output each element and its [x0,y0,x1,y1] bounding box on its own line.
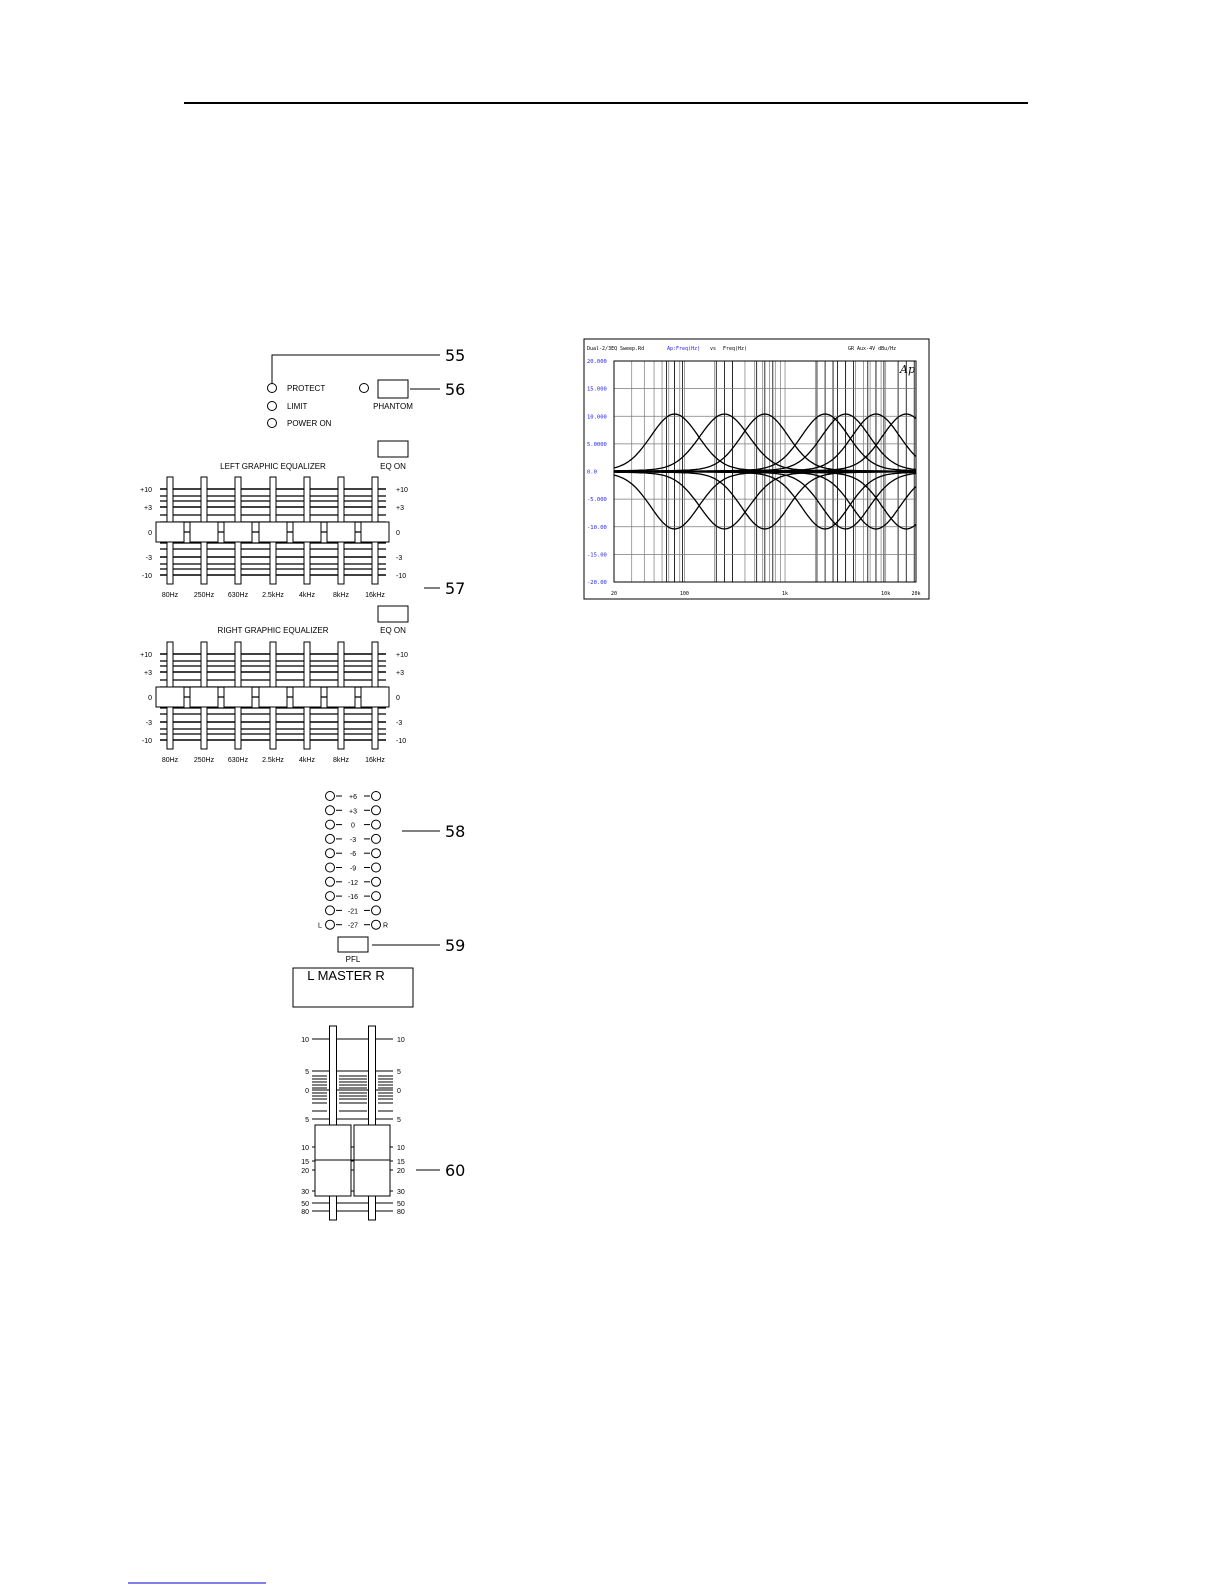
master-scale-label-left: 5 [305,1069,309,1076]
meter-led-right [372,877,381,886]
right-eq-slider-knob-16khz[interactable] [361,687,389,707]
chart-y-tick-label: 15.000 [587,386,607,393]
left-eq-scale-label-left: 0 [148,530,152,537]
right-eq-slider-knob-2-5khz[interactable] [259,687,287,707]
eq-response-chart [584,339,929,599]
left-eq-slider-knob-2-5khz[interactable] [259,522,287,542]
callout-59: 59 [445,936,466,955]
right-eq-scale-label-left: 0 [148,695,152,702]
callout-56: 56 [445,380,466,399]
meter-led-right [372,892,381,901]
left-eq-scale-label-right: +10 [396,487,408,494]
master-scale-label-left: 80 [301,1209,309,1216]
right-eq-band-label: 4kHz [299,757,315,764]
meter-led-left [326,834,335,843]
pfl-label: PFL [345,955,361,964]
chart-x-tick-label: 20k [911,591,921,597]
chart-x-tick-label: 20 [610,591,618,597]
right-eq-band-label: 2.5kHz [262,757,284,764]
master-scale-label-right: 0 [397,1088,401,1095]
meter-led-right [372,792,381,801]
callout-55-line [272,355,440,383]
master-scale-label-left: 5 [305,1117,309,1124]
right-eq-band-label: 80Hz [161,757,179,764]
chart-header-0: Dual-2/3EQ [587,346,618,352]
callout-58: 58 [445,822,466,841]
master-scale-label-left: 15 [301,1159,309,1166]
left-eq-band-label: 250Hz [193,592,215,599]
meter-level-label: -21 [347,908,359,916]
chart-header-3: vs [710,346,717,352]
left-eq-slider-knob-630hz[interactable] [224,522,252,542]
left-eq-scale-label-left: +3 [144,505,152,512]
meter-led-left [326,863,335,872]
master-scale-label-right: 80 [397,1209,405,1216]
meter-level-label: 0 [351,822,355,830]
power-on-label: POWER ON [287,419,332,428]
left-eq-title: LEFT GRAPHIC EQUALIZER [220,462,326,471]
chart-header-1: Sweep.Rd [620,346,645,352]
callout-57: 57 [445,579,466,598]
meter-led-left [326,906,335,915]
meter-level-label: -27 [347,922,359,930]
left-eq-on-button[interactable] [378,441,408,457]
meter-led-right [372,820,381,829]
chart-y-tick-label: -20.00 [587,580,607,586]
meter-led-right [372,863,381,872]
master-scale-label-left: 0 [305,1088,309,1095]
left-eq-scale-label-right: -3 [396,555,403,562]
phantom-led [360,384,369,393]
left-eq-scale-label-right: +3 [396,505,404,512]
master-section [293,968,465,1220]
master-scale-label-right: 5 [397,1069,401,1076]
chart-x-tick-label: 100 [679,591,689,597]
left-eq-band-label: 16kHz [365,592,385,599]
callout-55: 55 [445,346,466,365]
meter-led-left [326,920,335,929]
meter-led-left [326,820,335,829]
meter-led-left [326,892,335,901]
left-graphic-equalizer [140,441,408,599]
left-eq-band-label: 2.5kHz [262,592,284,599]
right-eq-scale-label-right: -10 [396,738,407,745]
right-eq-slider-knob-8khz[interactable] [327,687,355,707]
meter-right-label: R [383,922,389,930]
master-scale-label-left: 20 [301,1168,309,1175]
right-eq-title: RIGHT GRAPHIC EQUALIZER [217,626,329,635]
meter-led-right [372,806,381,815]
left-eq-scale-label-left: -10 [141,573,152,580]
protect-label: PROTECT [287,384,326,393]
protect-led [268,384,277,393]
right-eq-band-label: 250Hz [193,757,215,764]
master-scale-label-right: 30 [397,1189,405,1196]
right-eq-scale-label-right: +3 [396,670,404,677]
master-scale-label-right: 20 [397,1168,405,1175]
left-eq-band-label: 80Hz [161,592,179,599]
left-eq-band-label: 4kHz [299,592,315,599]
chart-header-2: Ap:Freq(Hz) [667,346,701,352]
phantom-section [360,380,466,411]
phantom-button[interactable] [378,380,408,398]
meter-level-label: +6 [349,794,357,801]
pfl-button[interactable] [338,937,368,952]
left-eq-scale-label-right: -10 [396,573,407,580]
chart-x-tick-label: 10k [881,591,891,597]
left-eq-slider-knob-80hz[interactable] [156,522,184,542]
chart-y-tick-label: 0.0 [587,469,597,476]
left-eq-scale-label-right: 0 [396,530,400,537]
pfl-section [338,936,465,964]
left-eq-slider-knob-4khz[interactable] [293,522,321,542]
right-eq-slider-knob-4khz[interactable] [293,687,321,707]
right-eq-scale-label-left: +3 [144,670,152,677]
master-scale-label-left: 50 [301,1201,309,1208]
meter-level-label: -9 [349,865,357,873]
meter-led-left [326,792,335,801]
chart-y-tick-label: -5.000 [587,497,607,504]
right-eq-scale-label-left: -3 [145,720,152,727]
master-scale-label-right: 15 [397,1159,405,1166]
master-scale-label-right: 5 [397,1117,401,1124]
chart-y-tick-label: -15.00 [587,552,607,559]
chart-logo: Ap [900,363,915,376]
right-eq-slider-knob-630hz[interactable] [224,687,252,707]
chart-y-tick-label: 10.000 [587,414,607,421]
left-eq-band-label: 630Hz [227,592,249,599]
right-eq-slider-knob-80hz[interactable] [156,687,184,707]
right-eq-scale-label-right: +10 [396,652,408,659]
chart-y-tick-label: -10.00 [587,524,607,531]
right-eq-scale-label-left: -10 [141,738,152,745]
right-eq-on-label: EQ ON [380,626,406,635]
limit-label: LIMIT [287,402,308,411]
chart-x-tick-label: 1k [782,591,789,597]
left-eq-scale-label-left: -3 [145,555,152,562]
right-graphic-equalizer [140,606,408,764]
meter-led-right [372,920,381,929]
level-meter [318,792,388,930]
master-title: L MASTER R [307,968,385,983]
chart-header-4: Freq(Hz) [723,346,748,352]
meter-level-label: -12 [347,879,359,887]
meter-level-label: -6 [349,851,357,859]
right-eq-slider-knob-250hz[interactable] [190,687,218,707]
master-scale-label-right: 10 [397,1145,405,1152]
left-eq-slider-knob-8khz[interactable] [327,522,355,542]
left-eq-scale-label-left: +10 [140,487,152,494]
right-eq-band-label: 8kHz [333,757,349,764]
right-eq-band-label: 630Hz [227,757,249,764]
meter-led-right [372,834,381,843]
meter-led-left [326,877,335,886]
chart-y-tick-label: 20.000 [587,359,607,365]
meter-led-right [372,906,381,915]
meter-level-label: +3 [349,808,357,816]
meter-led-left [326,806,335,815]
meter-level-label: -16 [347,894,359,902]
right-eq-scale-label-right: 0 [396,695,400,702]
left-eq-slider-knob-250hz[interactable] [190,522,218,542]
right-eq-scale-label-right: -3 [396,720,403,727]
meter-led-right [372,849,381,858]
power-on-led [268,419,277,428]
master-scale-label-right: 50 [397,1201,405,1208]
phantom-label: PHANTOM [373,402,413,411]
master-scale-label-left: 10 [301,1145,309,1152]
limit-led [268,402,277,411]
chart-y-tick-label: 5.0000 [587,441,607,448]
left-eq-slider-knob-16khz[interactable] [361,522,389,542]
master-scale-label-left: 30 [301,1189,309,1196]
left-eq-band-label: 8kHz [333,592,349,599]
master-scale-label-right: 10 [397,1037,405,1044]
meter-led-left [326,849,335,858]
right-eq-on-button[interactable] [378,606,408,622]
meter-level-label: -3 [349,836,357,844]
meter-left-label: L [318,922,322,930]
right-eq-scale-label-left: +10 [140,652,152,659]
right-eq-band-label: 16kHz [365,757,385,764]
left-eq-on-label: EQ ON [380,462,406,471]
callout-60: 60 [445,1161,466,1180]
master-scale-label-left: 10 [301,1037,309,1044]
chart-header-5: GR Aux-4V dBu/Hz [848,346,897,352]
